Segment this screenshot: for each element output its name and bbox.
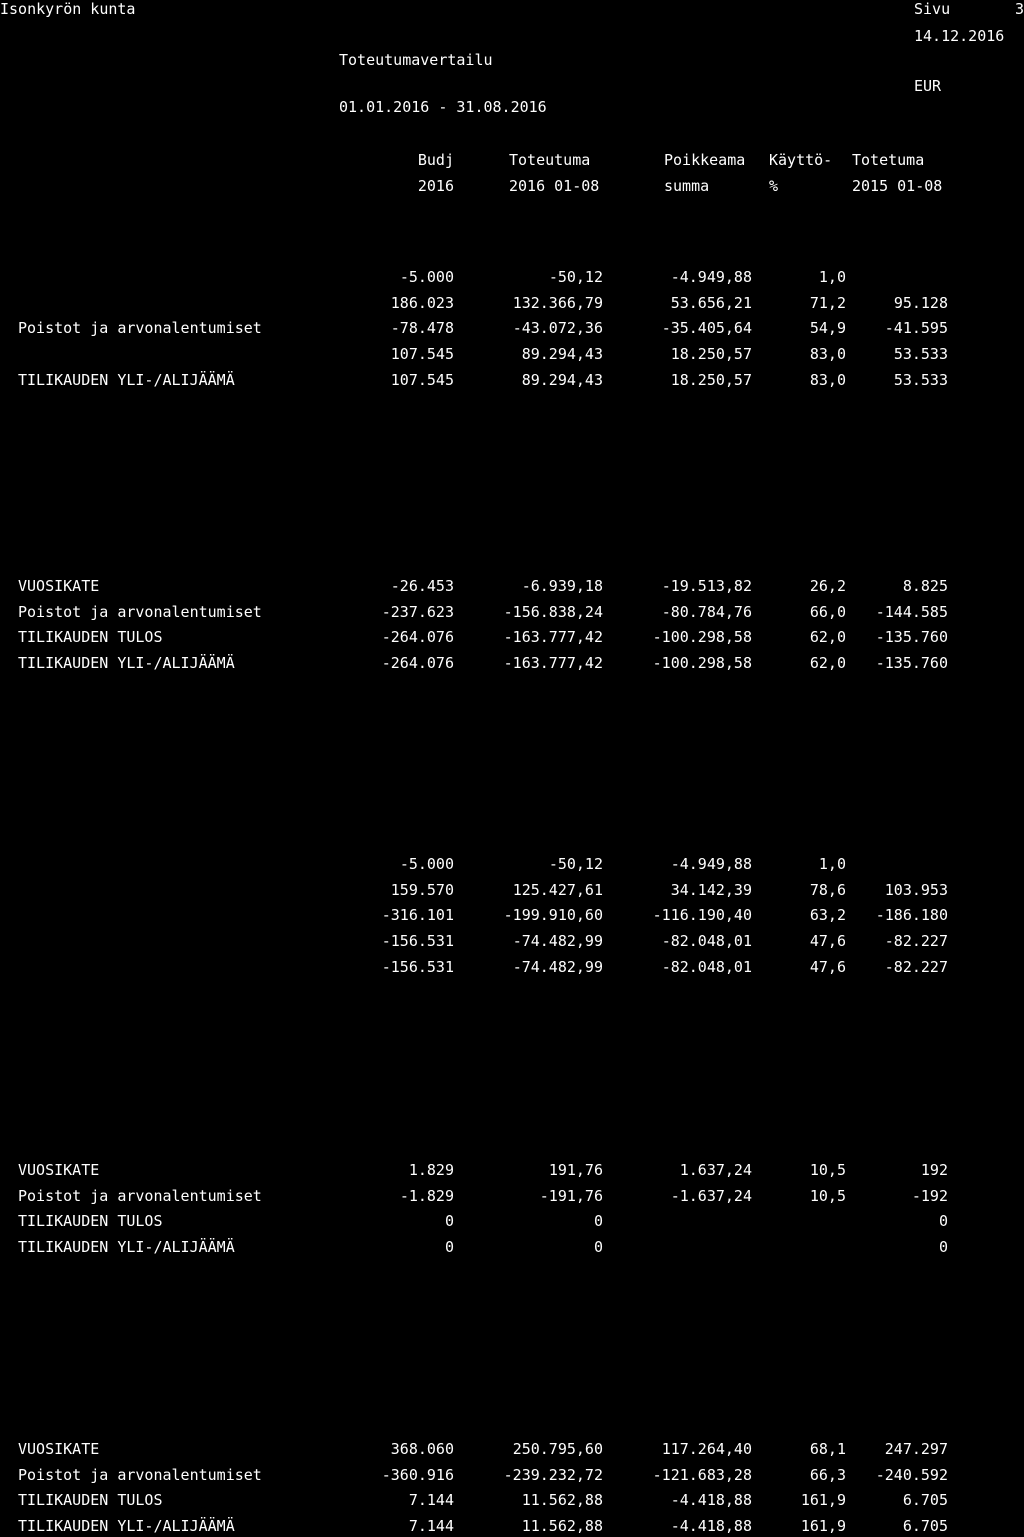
report-date: 14.12.2016: [914, 27, 1005, 45]
row-value-c1: -264.076: [381, 654, 454, 673]
organization-name: Isonkyrön kunta: [0, 0, 136, 18]
row-value-c1: -156.531: [381, 957, 454, 976]
row-value-c4: 63,2: [809, 906, 846, 925]
row-value-c2: -74.482,99: [512, 932, 603, 951]
row-value-c3: 18.250,57: [670, 345, 752, 364]
row-value-c1: -78.478: [390, 319, 454, 338]
row-value-c4: 62,0: [809, 628, 846, 647]
column-header-variance-sum: summa: [664, 177, 710, 195]
row-value-c5: -41.595: [884, 319, 948, 338]
row-value-c2: -156.838,24: [503, 602, 603, 621]
row-value-c5: -82.227: [884, 957, 948, 976]
table-row: [0, 577, 1024, 597]
row-value-c4: 161,9: [800, 1517, 846, 1536]
table-row: [0, 1491, 1024, 1511]
row-value-c3: -82.048,01: [661, 957, 752, 976]
row-value-c4: 83,0: [809, 345, 846, 364]
column-header-prev-period: 2015 01-08: [852, 177, 943, 195]
row-value-c5: 95.128: [893, 293, 948, 312]
row-label: Poistot ja arvonalentumiset: [18, 319, 262, 338]
row-label: TILIKAUDEN YLI-/ALIJÄÄMÄ: [18, 1517, 235, 1536]
row-value-c2: 125.427,61: [512, 880, 603, 899]
report-period: 01.01.2016 - 31.08.2016: [339, 98, 547, 116]
row-value-c2: -50,12: [548, 268, 603, 286]
row-value-c1: -237.623: [381, 602, 454, 621]
row-value-c3: -82.048,01: [661, 932, 752, 951]
row-value-c2: 89.294,43: [521, 370, 603, 389]
row-value-c5: 103.953: [884, 880, 948, 899]
row-value-c2: 89.294,43: [521, 345, 603, 364]
row-value-c1: 7.144: [408, 1517, 454, 1536]
row-value-c5: 53.533: [893, 370, 948, 389]
row-value-c3: -80.784,76: [661, 602, 752, 621]
row-label: VUOSIKATE: [18, 1161, 100, 1179]
row-value-c3: -19.513,82: [661, 577, 752, 595]
row-value-c5: 192: [920, 1161, 948, 1179]
row-value-c4: 83,0: [809, 370, 846, 389]
row-value-c1: -26.453: [390, 577, 454, 595]
row-value-c2: -50,12: [548, 855, 603, 873]
row-value-c1: 159.570: [390, 880, 454, 899]
row-value-c3: -121.683,28: [652, 1465, 752, 1484]
row-value-c5: 0: [938, 1212, 948, 1231]
row-value-c1: 368.060: [390, 1440, 454, 1458]
row-value-c2: -163.777,42: [503, 628, 603, 647]
row-value-c1: 0: [444, 1212, 454, 1231]
column-header-usage-percent: %: [769, 177, 779, 195]
row-value-c3: -4.949,88: [670, 268, 752, 286]
table-row: [0, 268, 1024, 288]
row-value-c4: 71,2: [809, 293, 846, 312]
row-value-c5: -192: [911, 1186, 948, 1205]
row-label: VUOSIKATE: [18, 577, 100, 595]
row-value-c4: 10,5: [809, 1186, 846, 1205]
row-value-c1: 0: [444, 1238, 454, 1257]
row-label: TILIKAUDEN YLI-/ALIJÄÄMÄ: [18, 654, 235, 673]
row-value-c3: -1.637,24: [670, 1186, 752, 1205]
row-value-c3: 117.264,40: [661, 1440, 752, 1458]
row-label: TILIKAUDEN TULOS: [18, 628, 163, 647]
column-header-actual: Toteutuma: [509, 151, 591, 169]
table-row: [0, 1187, 1024, 1207]
row-value-c3: 1.637,24: [679, 1161, 752, 1179]
row-value-c1: 1.829: [408, 1161, 454, 1179]
table-row: [0, 932, 1024, 952]
row-value-c5: 0: [938, 1238, 948, 1257]
table-row: [0, 603, 1024, 623]
row-value-c2: 191,76: [548, 1161, 603, 1179]
row-label: TILIKAUDEN YLI-/ALIJÄÄMÄ: [18, 1238, 235, 1257]
row-value-c3: -4.418,88: [670, 1491, 752, 1510]
row-value-c2: -6.939,18: [521, 577, 603, 595]
row-value-c1: -156.531: [381, 932, 454, 951]
row-value-c4: 1,0: [818, 855, 846, 873]
table-row: [0, 345, 1024, 365]
row-value-c3: 34.142,39: [670, 880, 752, 899]
row-value-c1: 186.023: [390, 293, 454, 312]
row-label: Poistot ja arvonalentumiset: [18, 1186, 262, 1205]
row-value-c5: 53.533: [893, 345, 948, 364]
row-value-c3: -116.190,40: [652, 906, 752, 925]
row-value-c5: -135.760: [875, 628, 948, 647]
row-value-c1: -1.829: [399, 1186, 454, 1205]
row-value-c4: 1,0: [818, 268, 846, 286]
column-header-budget-year: 2016: [417, 177, 454, 195]
table-row: [0, 1517, 1024, 1537]
row-value-c2: -74.482,99: [512, 957, 603, 976]
page-number: 3: [1014, 0, 1024, 18]
row-value-c5: 6.705: [902, 1517, 948, 1536]
row-value-c3: 53.656,21: [670, 293, 752, 312]
row-value-c4: 26,2: [809, 577, 846, 595]
row-label: TILIKAUDEN YLI-/ALIJÄÄMÄ: [18, 370, 235, 389]
row-value-c4: 10,5: [809, 1161, 846, 1179]
row-value-c3: -4.949,88: [670, 855, 752, 873]
row-value-c1: -264.076: [381, 628, 454, 647]
row-value-c2: -199.910,60: [503, 906, 603, 925]
row-value-c5: 6.705: [902, 1491, 948, 1510]
table-row: [0, 654, 1024, 674]
row-value-c2: -191,76: [539, 1186, 603, 1205]
row-value-c2: -43.072,36: [512, 319, 603, 338]
table-row: [0, 906, 1024, 926]
row-value-c5: -144.585: [875, 602, 948, 621]
table-row: [0, 1212, 1024, 1232]
row-value-c4: 62,0: [809, 654, 846, 673]
report-title: Toteutumavertailu: [339, 51, 493, 69]
row-value-c3: -100.298,58: [652, 654, 752, 673]
row-value-c1: -316.101: [381, 906, 454, 925]
table-row: [0, 1466, 1024, 1486]
row-value-c4: 161,9: [800, 1491, 846, 1510]
row-value-c2: 250.795,60: [512, 1440, 603, 1458]
column-header-prev-actual: Totetuma: [852, 151, 925, 169]
row-label: TILIKAUDEN TULOS: [18, 1212, 163, 1231]
row-value-c4: 68,1: [809, 1440, 846, 1458]
row-value-c5: 8.825: [902, 577, 948, 595]
row-value-c2: 11.562,88: [521, 1517, 603, 1536]
row-value-c2: 132.366,79: [512, 293, 603, 312]
row-label: Poistot ja arvonalentumiset: [18, 602, 262, 621]
column-header-variance: Poikkeama: [664, 151, 746, 169]
column-header-row-1: [0, 151, 1024, 171]
column-header-actual-period: 2016 01-08: [509, 177, 600, 195]
row-label: VUOSIKATE: [18, 1440, 100, 1458]
row-value-c2: -239.232,72: [503, 1465, 603, 1484]
row-value-c3: -100.298,58: [652, 628, 752, 647]
row-value-c4: 78,6: [809, 880, 846, 899]
row-value-c5: -240.592: [875, 1465, 948, 1484]
row-value-c3: -35.405,64: [661, 319, 752, 338]
row-value-c2: 0: [593, 1212, 603, 1231]
row-value-c1: -360.916: [381, 1465, 454, 1484]
row-value-c4: 54,9: [809, 319, 846, 338]
column-header-usage: Käyttö-: [769, 151, 833, 169]
row-value-c4: 47,6: [809, 932, 846, 951]
table-row: [0, 1440, 1024, 1460]
table-row: [0, 319, 1024, 339]
table-row: [0, 1238, 1024, 1258]
row-label: TILIKAUDEN TULOS: [18, 1491, 163, 1510]
row-value-c4: 66,0: [809, 602, 846, 621]
table-row: [0, 855, 1024, 875]
row-value-c4: 47,6: [809, 957, 846, 976]
row-value-c1: -5.000: [399, 268, 454, 286]
row-value-c5: -135.760: [875, 654, 948, 673]
row-value-c4: 66,3: [809, 1465, 846, 1484]
row-value-c1: 107.545: [390, 370, 454, 389]
table-row: [0, 958, 1024, 978]
row-value-c3: -4.418,88: [670, 1517, 752, 1536]
row-value-c2: -163.777,42: [503, 654, 603, 673]
row-value-c3: 18.250,57: [670, 370, 752, 389]
currency-label: EUR: [914, 77, 942, 95]
column-header-budget: Budj: [417, 151, 454, 169]
table-row: [0, 881, 1024, 901]
row-value-c1: 7.144: [408, 1491, 454, 1510]
table-row: [0, 371, 1024, 391]
row-label: Poistot ja arvonalentumiset: [18, 1465, 262, 1484]
column-header-row-2: [0, 177, 1024, 197]
row-value-c5: -82.227: [884, 932, 948, 951]
table-row: [0, 1161, 1024, 1181]
table-row: [0, 628, 1024, 648]
row-value-c5: 247.297: [884, 1440, 948, 1458]
page-label: Sivu: [914, 0, 951, 18]
row-value-c2: 0: [593, 1238, 603, 1257]
row-value-c5: -186.180: [875, 906, 948, 925]
row-value-c1: -5.000: [399, 855, 454, 873]
row-value-c2: 11.562,88: [521, 1491, 603, 1510]
row-value-c1: 107.545: [390, 345, 454, 364]
table-row: [0, 294, 1024, 314]
